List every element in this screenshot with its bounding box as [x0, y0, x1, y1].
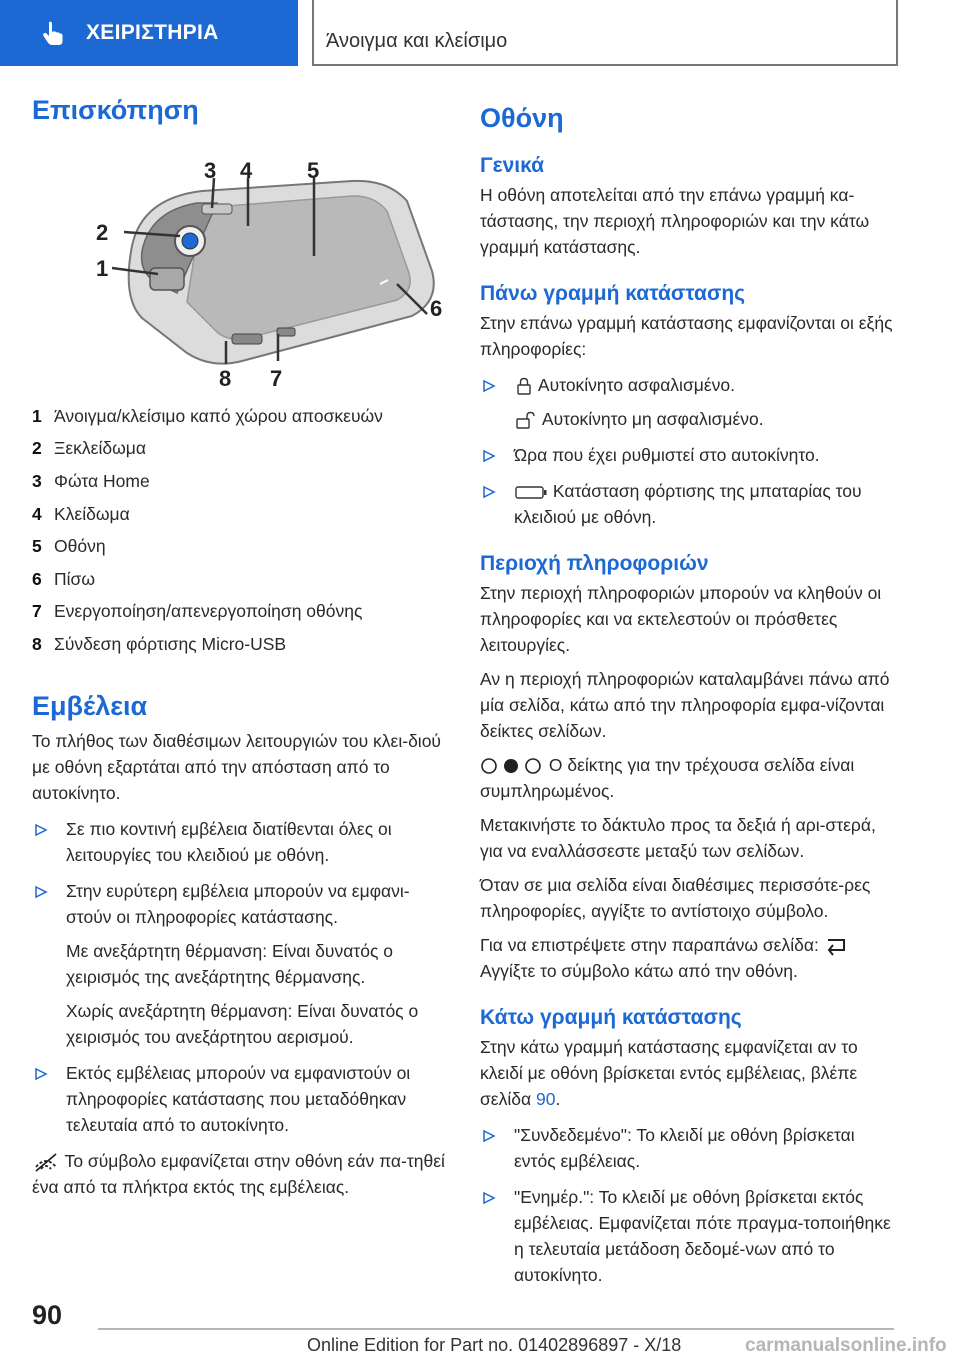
top-bullet-1-sub: Αυτοκίνητο μη ασφαλισμένο.: [480, 406, 895, 432]
callout-3: 3: [204, 158, 217, 183]
hand-pointer-icon: [40, 20, 66, 46]
info-p5: Όταν σε μια σελίδα είναι διαθέσιμες περισσότε-ρες πληροφορίες, αγγίξτε το αντίστοιχο σύμβολο.: [480, 875, 871, 921]
range-note: Το σύμβολο εμφανίζεται στην οθόνη εάν πα-τηθεί ένα από τα πλήκτρα εκτός της εμβέλειας.: [32, 1150, 445, 1197]
callout-6: 6: [430, 296, 443, 321]
legend-list: [32, 400, 450, 661]
back-arrow-icon: [824, 936, 850, 956]
lock-closed-icon: [514, 376, 534, 396]
triangle-bullet-icon: [482, 1184, 500, 1288]
range-intro: Το πλήθος των διαθέσιμων λειτουργιών του κλει-διού με οθόνη εξαρτάται από την απόσταση από το αυτοκίνητο.: [32, 730, 442, 803]
range-bullet-1: Σε πιο κοντινή εμβέλεια διατίθενται όλες οι λειτουργίες του κλειδιού με οθόνη.: [32, 816, 450, 868]
triangle-bullet-icon: [482, 372, 500, 398]
chapter-header: [312, 0, 898, 66]
display-heading: Οθόνη: [480, 103, 564, 133]
page-link-90[interactable]: 90: [535, 1089, 556, 1109]
triangle-bullet-icon: [482, 442, 500, 468]
bottom-intro: Στην κάτω γραμμή κατάστασης εμφανίζεται αν το κλειδί με οθόνη βρίσκεται εντός εμβέλειας, βλέπε σελίδα 90.: [480, 1037, 858, 1109]
legend-item: 1 Άνοιγμα/κλείσιμο καπό χώρου αποσκευών: [32, 405, 383, 426]
top-bar-heading: Πάνω γραμμή κατάστασης: [480, 282, 746, 305]
info-p6: Για να επιστρέψετε στην παραπάνω σελίδα: Αγγίξτε το σύμβολο κάτω από την οθόνη.: [480, 932, 895, 984]
info-p4: Μετακινήστε το δάκτυλο προς τα δεξιά ή αρι-στερά, για να εναλλάσσεστε μεταξύ των σελίδων.: [480, 815, 876, 861]
triangle-bullet-icon: [34, 878, 52, 930]
right-column: [480, 95, 895, 1288]
bottom-bullet-2: "Ενημέρ.": Το κλειδί με οθόνη βρίσκεται εκτός εμβέλειας. Εμφανίζεται πότε πραγμα-τοποιήθηκε η τελευταία μετάδοση δεδομέ-νων από το αυτοκίνητο.: [480, 1184, 895, 1288]
display-key-figure: [62, 156, 452, 386]
range-bullet-2-sub-1: Με ανεξάρτητη θέρμανση: Είναι δυνατός ο χειρισμός της ανεξάρτητης θέρμανσης.: [66, 940, 393, 987]
legend-item: 5 Οθόνη: [32, 536, 106, 557]
range-bullet-3: Εκτός εμβέλειας μπορούν να εμφανιστούν οι πληροφορίες κατάστασης που μεταδόθηκαν τελευταία από το αυτοκίνητο.: [32, 1060, 450, 1138]
info-p3: Ο δείκτης για την τρέχουσα σελίδα είναι συμπληρωμένος.: [480, 755, 855, 801]
bottom-bar-heading: Κάτω γραμμή κατάστασης: [480, 1006, 742, 1029]
section-tab: [0, 0, 298, 66]
page-indicator-dots-icon: [480, 757, 544, 775]
section-title: ΧΕΙΡΙΣΤΗΡΙΑ: [86, 21, 219, 44]
legend-item: 7 Ενεργοποίηση/απενεργοποίηση οθόνης: [32, 601, 363, 622]
callout-8: 8: [219, 366, 232, 386]
callout-1: 1: [96, 256, 109, 281]
info-heading: Περιοχή πληροφοριών: [480, 552, 709, 575]
legend-item: 4 Κλείδωμα: [32, 503, 130, 524]
display-key-illustration: [62, 156, 452, 386]
callout-5: 5: [307, 158, 320, 183]
info-p1: Στην περιοχή πληροφοριών μπορούν να κληθούν οι πληροφορίες και να εκτελεστούν οι πρόσθετες λειτουργίες.: [480, 583, 882, 655]
legend-item: 2 Ξεκλείδωμα: [32, 438, 146, 459]
callout-7: 7: [270, 366, 283, 386]
range-bullet-2: Στην ευρύτερη εμβέλεια μπορούν να εμφανι-στούν οι πληροφορίες κατάστασης.: [32, 878, 450, 930]
callout-2: 2: [96, 220, 109, 245]
page-number: 90: [32, 1300, 63, 1330]
info-p2: Αν η περιοχή πληροφοριών καταλαμβάνει πάνω από μία σελίδα, κάτω από την πληροφορία εμφα-νίζονται δείκτες σελίδων.: [480, 669, 890, 741]
top-bullet-3: Κατάσταση φόρτισης της μπαταρίας του κλειδιού με οθόνη.: [480, 478, 895, 530]
overview-heading: Επισκόπηση: [32, 95, 199, 125]
top-bar-intro: Στην επάνω γραμμή κατάστασης εμφανίζονται οι εξής πληροφορίες:: [480, 313, 893, 359]
triangle-bullet-icon: [34, 816, 52, 868]
legend-item: 6 Πίσω: [32, 568, 95, 589]
no-signal-icon: [32, 1151, 60, 1173]
triangle-bullet-icon: [34, 1060, 52, 1138]
top-bullet-1: Αυτοκίνητο ασφαλισμένο.: [480, 372, 895, 398]
general-text: Η οθόνη αποτελείται από την επάνω γραμμή κα-τάστασης, την περιοχή πληροφοριών και την κάτω γραμμή κατάστασης.: [480, 185, 870, 257]
footer-rule: [98, 1328, 894, 1330]
left-column: [32, 95, 450, 1200]
legend-item: 3 Φώτα Home: [32, 470, 150, 491]
battery-icon: [514, 484, 548, 500]
page-header: [0, 0, 960, 66]
chapter-title: Άνοιγμα και κλείσιμο: [326, 30, 508, 52]
legend-item: 8 Σύνδεση φόρτισης Micro-USB: [32, 633, 287, 654]
general-heading: Γενικά: [480, 154, 545, 177]
top-bullet-2: Ώρα που έχει ρυθμιστεί στο αυτοκίνητο.: [480, 442, 895, 468]
lock-open-icon: [514, 410, 538, 430]
range-bullet-2-sub-2: Χωρίς ανεξάρτητη θέρμανση: Είναι δυνατός ο χειρισμός του ανεξάρτητου αερισμού.: [66, 1000, 419, 1047]
footer-edition: Online Edition for Part no. 01402896897 - X/18: [307, 1335, 682, 1355]
triangle-bullet-icon: [482, 1122, 500, 1174]
range-heading: Εμβέλεια: [32, 690, 148, 721]
callout-4: 4: [240, 158, 253, 183]
watermark: carmanualsonline.info: [745, 1335, 947, 1356]
triangle-bullet-icon: [482, 478, 500, 530]
bottom-bullet-1: "Συνδεδεμένο": Το κλειδί με οθόνη βρίσκεται εντός εμβέλειας.: [480, 1122, 895, 1174]
